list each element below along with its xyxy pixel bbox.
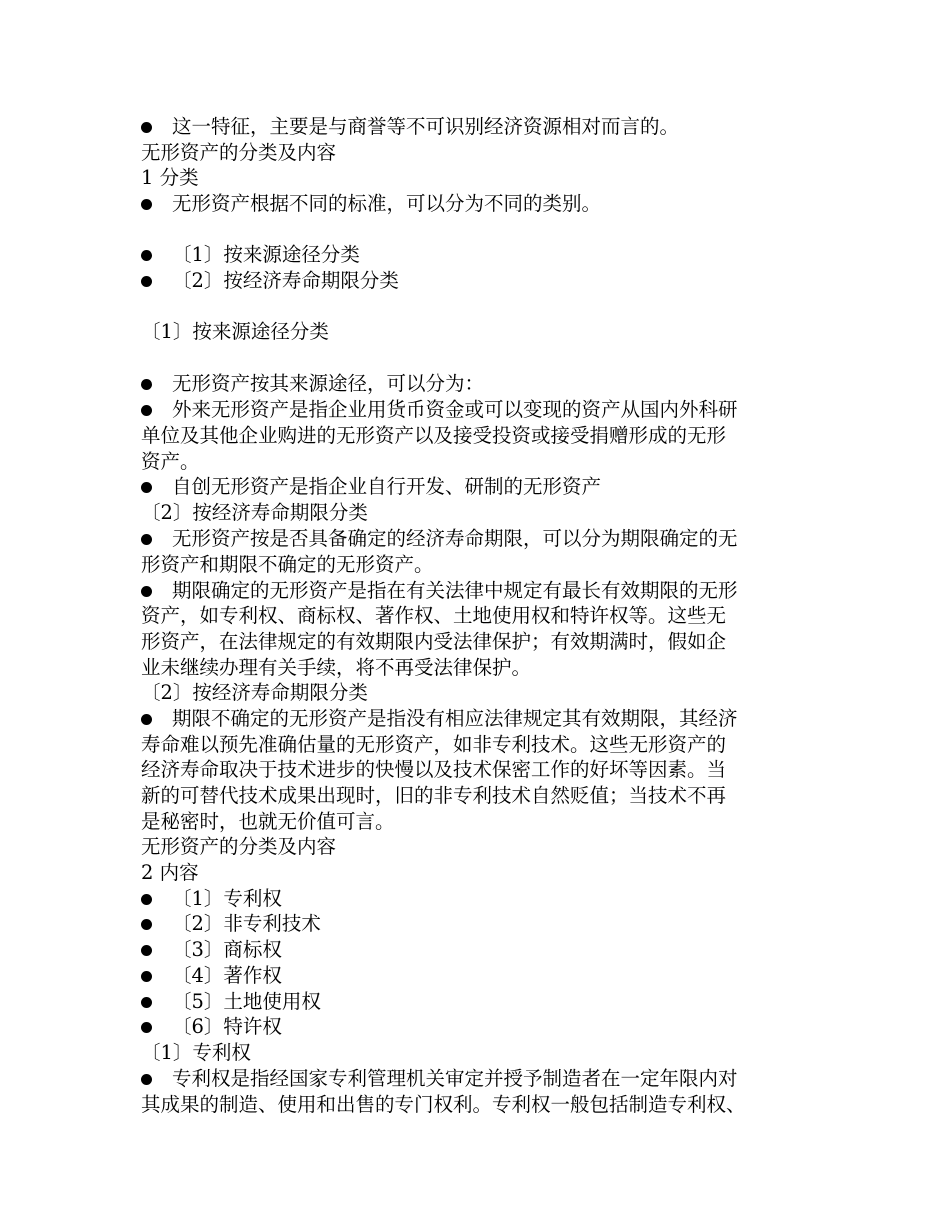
bullet-icon <box>141 586 152 597</box>
bullet-icon <box>141 919 152 930</box>
text-line <box>141 809 395 835</box>
line-text: 外来无形资产是指企业用货币资金或可以变现的资产从国内外科研 <box>172 398 738 421</box>
text-line <box>141 165 199 191</box>
text-line <box>141 1040 251 1066</box>
text-line <box>141 783 726 809</box>
line-text: 资产，如专利权、商标权、著作权、土地使用权和特许权等。这些无 <box>141 604 727 627</box>
line-text: 〔2〕非专利技术 <box>172 912 321 935</box>
bullet-icon <box>141 379 152 390</box>
text-line <box>141 757 726 783</box>
line-text: 〔2〕按经济寿命期限分类 <box>141 681 368 704</box>
text-line <box>141 732 726 758</box>
bullet-icon <box>141 534 152 545</box>
line-text: 〔5〕土地使用权 <box>172 990 321 1013</box>
text-line <box>141 629 726 655</box>
line-text: 〔2〕按经济寿命期限分类 <box>172 269 399 292</box>
bullet-icon <box>141 276 152 287</box>
text-line <box>141 319 329 345</box>
line-text: 专利权是指经国家专利管理机关审定并授予制造者在一定年限内对 <box>172 1067 738 1090</box>
bullet-icon <box>141 250 152 261</box>
line-text: 无形资产按是否具备确定的经济寿命期限，可以分为期限确定的无 <box>172 527 738 550</box>
line-text: 经济寿命取决于技术进步的快慢以及技术保密工作的好坏等因素。当 <box>141 758 727 781</box>
line-text: 〔1〕按来源途径分类 <box>172 243 360 266</box>
text-line <box>141 449 200 475</box>
line-text: 〔1〕按来源途径分类 <box>141 320 329 343</box>
line-text: 〔4〕著作权 <box>172 964 282 987</box>
text-line <box>141 603 726 629</box>
line-text: 〔1〕专利权 <box>141 1041 251 1064</box>
bullet-icon <box>141 945 152 956</box>
line-text: 1 分类 <box>141 166 199 189</box>
line-text: 〔1〕专利权 <box>172 887 282 910</box>
line-text: 自创无形资产是指企业自行开发、研制的无形资产 <box>172 475 602 498</box>
line-text: 期限不确定的无形资产是指没有相应法律规定其有效期限，其经济 <box>172 707 738 730</box>
line-text: 无形资产的分类及内容 <box>141 141 337 164</box>
line-text: 2 内容 <box>141 861 199 884</box>
line-text: 期限确定的无形资产是指在有关法律中规定有最长有效期限的无形 <box>172 579 738 602</box>
text-line <box>141 500 368 526</box>
bullet-icon <box>141 482 152 493</box>
bullet-icon <box>141 997 152 1008</box>
text-line <box>141 423 726 449</box>
bullet-icon <box>141 1074 152 1085</box>
bullet-icon <box>141 199 152 210</box>
bullet-icon <box>141 894 152 905</box>
line-text: 〔3〕商标权 <box>172 938 282 961</box>
text-line <box>141 140 336 166</box>
text-line <box>141 1092 746 1118</box>
line-text: 形资产和期限不确定的无形资产。 <box>141 553 434 576</box>
line-text: 新的可替代技术成果出现时，旧的非专利技术自然贬值；当技术不再 <box>141 784 727 807</box>
line-text: 资产。 <box>141 450 200 473</box>
text-line <box>141 552 434 578</box>
line-text: 〔6〕特许权 <box>172 1015 282 1038</box>
bullet-icon <box>141 971 152 982</box>
line-text: 无形资产根据不同的标准，可以分为不同的类别。 <box>172 192 602 215</box>
line-text: 〔2〕按经济寿命期限分类 <box>141 501 368 524</box>
line-text: 是秘密时，也就无价值可言。 <box>141 810 395 833</box>
line-text: 其成果的制造、使用和出售的专门权利。专利权一般包括制造专利权、 <box>141 1093 746 1116</box>
text-line <box>141 680 368 706</box>
line-text: 无形资产的分类及内容 <box>141 835 337 858</box>
bullet-icon <box>141 714 152 725</box>
bullet-icon <box>141 405 152 416</box>
line-text: 业未继续办理有关手续，将不再受法律保护。 <box>141 656 532 679</box>
line-text: 寿命难以预先准确估量的无形资产，如非专利技术。这些无形资产的 <box>141 733 727 756</box>
line-text: 这一特征，主要是与商誉等不可识别经济资源相对而言的。 <box>172 115 680 138</box>
line-text: 形资产，在法律规定的有效期限内受法律保护；有效期满时，假如企 <box>141 630 727 653</box>
line-text: 单位及其他企业购进的无形资产以及接受投资或接受捐赠形成的无形 <box>141 424 727 447</box>
line-text: 无形资产按其来源途径，可以分为： <box>172 372 485 395</box>
text-line <box>141 834 336 860</box>
bullet-icon <box>141 122 152 133</box>
text-line <box>141 860 199 886</box>
bullet-icon <box>141 1022 152 1033</box>
text-line <box>141 655 531 681</box>
